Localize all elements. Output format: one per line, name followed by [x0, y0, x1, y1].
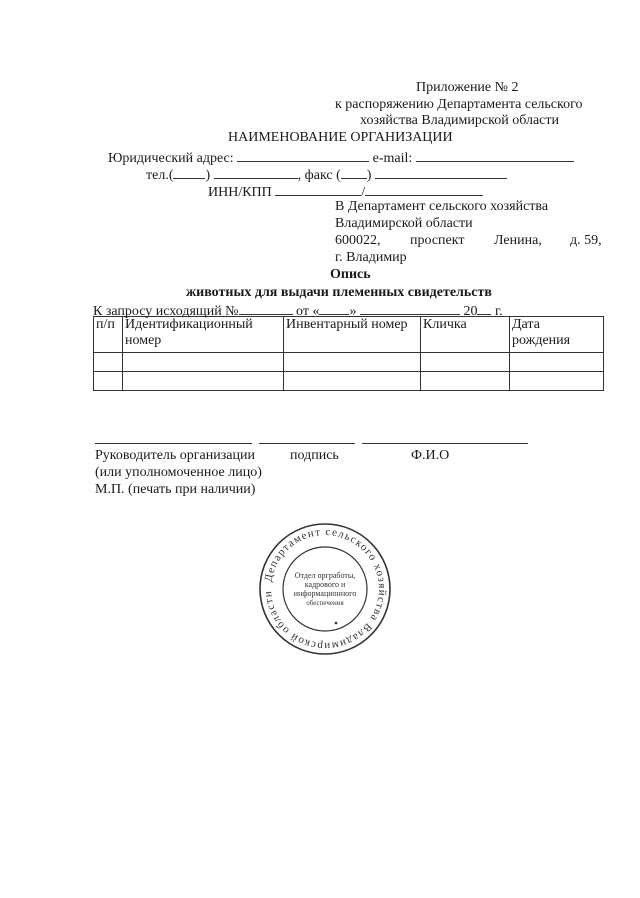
seal-label: М.П. (печать при наличии) [95, 482, 256, 497]
table-header-row [94, 317, 604, 353]
kpp-blank [365, 182, 483, 196]
month-blank [360, 301, 460, 315]
recipient-line2: Владимирской области [335, 216, 473, 231]
sign-signature-line [259, 443, 355, 444]
appendix-line3: хозяйства Владимирской области [360, 113, 560, 128]
table-cell[interactable] [510, 353, 604, 372]
recipient-city: г. Владимир [335, 250, 407, 265]
table-row [94, 372, 604, 391]
year-prefix: 20 [463, 304, 478, 319]
appendix-line2: к распоряжению Департамента сельского [335, 97, 583, 112]
phone-paren: ) [205, 168, 211, 183]
inn-label: ИНН/КПП [208, 185, 272, 200]
table-cell[interactable] [421, 372, 510, 391]
authorized-label: (или уполномоченное лицо) [95, 465, 262, 480]
stamp-inner-line1: Отдел оргработы, [294, 571, 356, 580]
table-row [94, 353, 604, 372]
table-cell[interactable] [123, 353, 284, 372]
fax-code-blank [341, 165, 367, 179]
doc-subtitle: животных для выдачи племенных свидетельств [186, 285, 492, 300]
recipient-street: проспект [410, 233, 465, 248]
recipient-line1: В Департамент сельского хозяйства [335, 199, 549, 214]
fax-paren: ) [366, 168, 372, 183]
table-cell[interactable] [421, 353, 510, 372]
stamp-ring-text: Департамент сельского хозяйства Владимирской области [261, 525, 389, 653]
appendix-line1: Приложение № 2 [416, 80, 519, 95]
email-blank [416, 148, 574, 162]
doc-title: Опись [330, 267, 371, 282]
phone-code-blank [173, 165, 205, 179]
phone-label: тел.( [146, 168, 174, 183]
recipient-house: д. 59, [570, 233, 602, 248]
table-cell[interactable] [94, 353, 123, 372]
stamp-inner-line2: кадрового и [304, 580, 346, 589]
table-cell[interactable] [94, 372, 123, 391]
header-name: Кличка [421, 317, 510, 353]
inn-blank [275, 182, 361, 196]
stamp-center-dot [335, 622, 338, 625]
stamp-inner-line4: обеспечения [306, 599, 344, 607]
address-label: Юридический адрес: [108, 151, 234, 166]
org-title: НАИМЕНОВАНИЕ ОРГАНИЗАЦИИ [228, 130, 453, 145]
email-label: e-mail: [372, 151, 413, 166]
recipient-zip: 600022, [335, 233, 381, 248]
fio-signature-line [362, 443, 528, 444]
stamp-inner-line3: информационного [293, 589, 357, 598]
year-blank [477, 301, 491, 315]
address-blank [237, 148, 369, 162]
header-num: п/п [94, 317, 123, 353]
header-birthdate: Дата рождения [510, 317, 604, 353]
inn-slash: / [361, 185, 366, 200]
table-cell[interactable] [284, 353, 421, 372]
recipient-lenin: Ленина, [494, 233, 542, 248]
fax-blank [375, 165, 507, 179]
fio-label: Ф.И.О [411, 448, 450, 463]
header-id: Идентификационный номер [123, 317, 284, 353]
animals-table [93, 316, 604, 391]
day-blank [319, 301, 349, 315]
request-label: К запросу исходящий № [93, 304, 239, 319]
phone-blank [214, 165, 298, 179]
head-label: Руководитель организации [95, 448, 255, 463]
table-cell[interactable] [510, 372, 604, 391]
quote-close: » [349, 304, 357, 319]
fax-label: , факс ( [297, 168, 341, 183]
table-cell[interactable] [123, 372, 284, 391]
year-suffix: г. [494, 304, 503, 319]
header-inventory: Инвентарный номер [284, 317, 421, 353]
official-stamp [258, 522, 392, 656]
sign-label: подпись [290, 448, 339, 463]
head-signature-line [95, 443, 252, 444]
table-cell[interactable] [284, 372, 421, 391]
request-number-blank [239, 301, 293, 315]
from-label: от « [296, 304, 320, 319]
